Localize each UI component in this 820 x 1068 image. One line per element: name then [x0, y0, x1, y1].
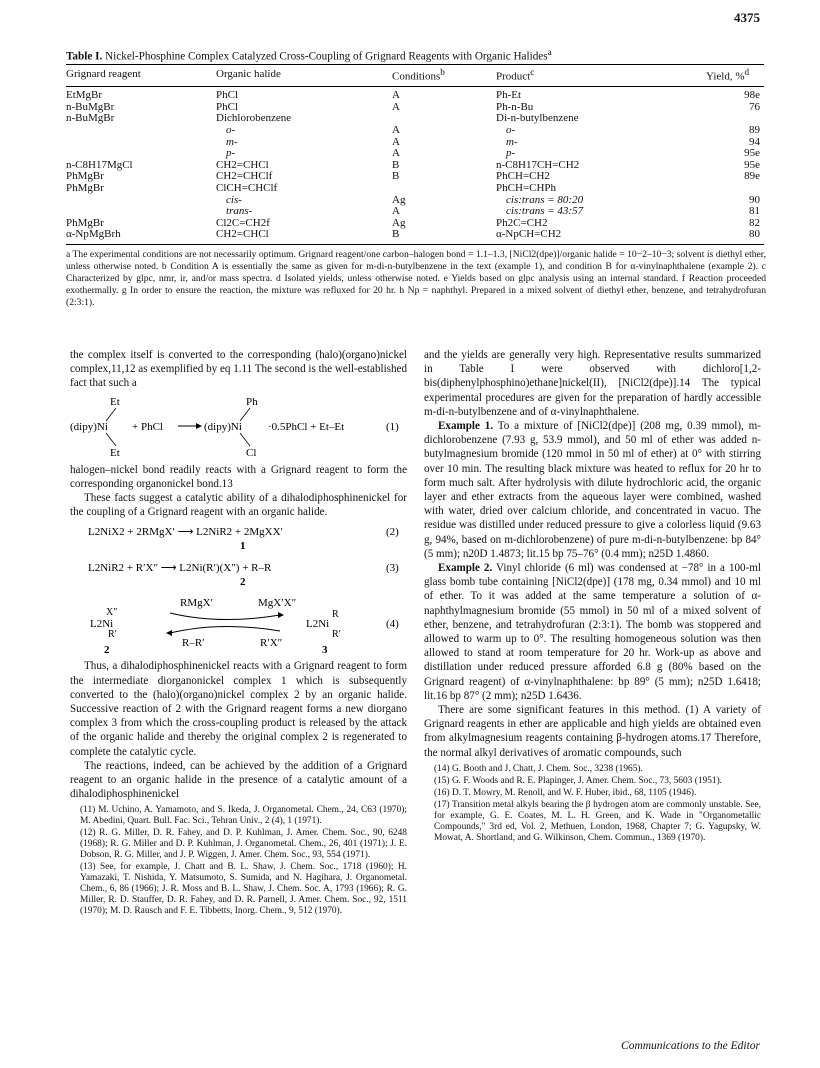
table-cell: PhCl [216, 100, 239, 113]
table-cell: n-C8H17MgCl [66, 158, 133, 171]
table-cell: trans- [226, 205, 253, 218]
table-row [66, 160, 764, 172]
paragraph: The reactions, indeed, can be achieved by the addition of a Grignard reagent to an organic halide in the presence of a catalytic amount of a dihalodiphosphinenickel [70, 759, 407, 801]
table-row [66, 218, 764, 230]
table-cell: PhCH=CH2 [496, 170, 550, 183]
table-cell: Ph-Et [496, 89, 522, 102]
table-header-row [66, 65, 764, 87]
table-cell [706, 183, 764, 195]
eq4-left-complex: L2Ni [90, 618, 114, 631]
eq3-text: L2NiR2 + R′X″ ⟶ L2Ni(R′)(X″) + R–R [88, 562, 272, 575]
table-caption [66, 48, 552, 63]
table-title-mark: a [547, 48, 552, 58]
table-cell: p- [506, 147, 516, 160]
table-row [66, 183, 764, 195]
eq1-right-complex: (dipy)Ni [204, 420, 242, 433]
table-cell [392, 113, 496, 125]
eq3-label: 2 [240, 576, 246, 589]
paragraph [424, 419, 761, 561]
table-cell: B [392, 158, 400, 171]
table-cell: Ag [392, 216, 406, 229]
table-cell: PhMgBr [66, 182, 104, 194]
table-header-cell: Grignard reagent [66, 65, 216, 87]
results-table [66, 64, 764, 245]
eq1-right-top: Ph [246, 395, 258, 408]
table-cell: Dichlorobenzene [216, 112, 292, 125]
reference: (15) G. F. Woods and R. E. Plapinger, J. Amer. Chem. Soc., 73, 5603 (1951). [434, 775, 723, 786]
table-cell: n-BuMgBr [66, 112, 115, 125]
table-cell: A [392, 100, 400, 113]
table-cell: m- [226, 135, 238, 148]
references-right [424, 764, 761, 844]
table-row [66, 171, 764, 183]
table-cell: 89e [744, 170, 760, 183]
eq1-plus: + PhCl [132, 420, 163, 433]
table-cell: ClCH=CHClf [216, 182, 278, 194]
equation-1 [70, 393, 407, 461]
table-cell: Cl2C=CH2f [216, 216, 270, 229]
table-header-cell: Organic halide [216, 65, 392, 87]
eq4-top-left: RMgX′ [180, 597, 213, 610]
equations-2-3 [70, 521, 407, 593]
eq4-right-complex: L2Ni [306, 618, 330, 631]
table-cell [66, 195, 216, 207]
table-cell: A [392, 147, 400, 160]
eq1-right-bottom: Cl [246, 446, 257, 459]
eq4-right-sub-bottom: R′ [332, 629, 341, 641]
equation-4-catalytic-cycle [70, 595, 407, 657]
table-cell: n-BuMgBr [66, 100, 115, 113]
eq4-left-sub-top: X″ [106, 607, 118, 619]
eq4-bottom-left: R–R′ [182, 637, 205, 650]
table-cell: n-C8H17CH=CH2 [496, 158, 580, 171]
table-cell: Ph-n-Bu [496, 100, 534, 113]
table-cell: Ph2C=CH2 [496, 216, 548, 229]
table-row [66, 125, 764, 137]
table-header-cell: Yield, %$^d$ [706, 65, 764, 87]
table-cell: α-NpCH=CH2 [496, 229, 706, 244]
table-cell: o- [506, 124, 516, 137]
table-cell: 89 [749, 124, 760, 137]
table-header-cell: Conditions$^b$ [392, 65, 496, 87]
paragraph: the complex itself is converted to the corresponding (halo)(organo)nickel complex,11,12 as exemplified by eq 1.11 The second is the well-established fact that such a [70, 349, 407, 390]
table-label: Table I. [66, 50, 103, 63]
eq4-label-right: 3 [322, 644, 328, 657]
page-footer: Communications to the Editor [621, 1040, 760, 1052]
table-cell: PhCl [216, 89, 239, 102]
table-cell: CH2=CHCl [216, 158, 269, 171]
paragraph [424, 561, 761, 703]
table-cell: 76 [749, 100, 760, 113]
table-cell: 90 [749, 193, 760, 206]
table-cell: α-NpMgBrh [66, 229, 216, 244]
table-cell: 95e [744, 147, 760, 160]
right-column [424, 348, 761, 845]
paragraph: halogen–nickel bond readily reacts with a Grignard reagent to form the corresponding organonickel bond.13 [70, 463, 407, 490]
table-cell: 81 [749, 205, 760, 218]
eq4-number: (4) [386, 618, 399, 631]
table-cell: PhMgBr [66, 216, 104, 229]
table-row [66, 113, 764, 125]
table-row [66, 87, 764, 102]
eq4-right-sub-top: R [332, 609, 339, 621]
reference: (14) G. Booth and J. Chatt, J. Chem. Soc., 3238 (1965). [434, 763, 643, 774]
paragraph: and the yields are generally very high. Representative results summarized in Table I were observed with dichloro[1,2-bis(diphenylphosphino)ethane]nickel(II), [NiCl2(dpe)].14 The typical experimental procedures are given for the preparation of hardly accessible m-di-n-butylbenzene and of α-vinylnaphthalene. [424, 349, 761, 418]
table-cell: EtMgBr [66, 89, 103, 102]
eq2-text: L2NiX2 + 2RMgX′ ⟶ L2NiR2 + 2MgXX′ [88, 526, 283, 539]
example-1-title: Example 1. [438, 420, 494, 433]
eq4-bottom-right: R′X″ [260, 637, 283, 650]
table-cell: 94 [749, 135, 760, 148]
table-cell: A [392, 205, 400, 218]
eq3-number: (3) [386, 562, 399, 575]
table-cell: 80 [706, 229, 764, 244]
reference: (13) See, for example, J. Chatt and B. L. Shaw, J. Chem. Soc., 1718 (1960); H. Yamazaki, T. Nishida, Y. Matsumoto, S. Sumida, and N. Hagihara, J. Organometal. Chem., 6, 86 (1966); J. R. Moss and B. L. Shaw, J. Chem. Soc. A, 1793 (1966); R. G. Miller, R. D. Stauffer, D. R. Fahey, and D. R. Parnell, J. Amer. Chem. Soc., 92, 1511 (1970); M. D. Rausch and F. E. Tibbetts, Inorg. Chem., 9, 512 (1970). [80, 862, 407, 917]
table-title: Nickel-Phosphine Complex Catalyzed Cross-Coupling of Grignard Reagents with Organic Halides [105, 50, 548, 63]
eq4-label-left: 2 [104, 644, 110, 657]
table-cell: 95e [744, 158, 760, 171]
eq1-number: (1) [386, 420, 399, 433]
table-cell: m- [506, 135, 518, 148]
table-cell: cis:trans = 43:57 [506, 205, 584, 218]
left-column [70, 348, 407, 918]
example-2-text: Vinyl chloride (6 ml) was condensed at −78° in a 100-ml glass bomb tube containing [NiCl2(dpe)] (178 mg, 0.34 mmol) and 10 ml of ether. To it was added at the same temperature a solution of α-naphthylmagnesium bromide (55 mmol) in 50 ml of a mixed solvent of ether, benzene, and tetrahydrofuran (2:3:1). The bomb was stoppered and allowed to warm up to 0°. The resulting homogeneous solution was then allowed to stand at room temperature for 20 hr. Work-up as above and distillation under reduced pressure afforded 6.8 g (80% based on the Grignard reagent) of α-vinylnaphthalene: bp 89° (5 mm); n25D 1.6418; lit.16 bp 87° (2 mm); n25D 1.6436. [424, 562, 761, 702]
table-cell [66, 137, 216, 149]
table-cell [392, 183, 496, 195]
eq1-left-complex: (dipy)Ni [70, 420, 108, 433]
eq1-left-bottom: Et [110, 446, 120, 459]
table-cell: A [392, 124, 400, 137]
table-cell: 82 [749, 216, 760, 229]
table-row [66, 148, 764, 160]
table-row [66, 195, 764, 207]
table-row [66, 229, 764, 244]
table-cell [66, 125, 216, 137]
table-cell: 98e [744, 89, 760, 102]
table-row [66, 137, 764, 149]
table-cell: cis:trans = 80:20 [506, 193, 584, 206]
table-cell: B [392, 170, 400, 183]
paragraph: These facts suggest a catalytic ability of a dihalodiphosphinenickel for the coupling of a Grignard reagent with an organic halide. [70, 492, 407, 519]
table-cell: A [392, 89, 400, 102]
eq1-tail: ·0.5PhCl + Et–Et [268, 420, 345, 433]
eq4-left-sub-bottom: R′ [108, 629, 117, 641]
example-2-title: Example 2. [438, 562, 493, 575]
table-cell: Di-n-butylbenzene [496, 112, 579, 125]
table-cell: B [392, 229, 496, 244]
paragraph: There are some significant features in this method. (1) A variety of Grignard reagents in ether are applicable and high yields are obtained even from alkylmagnesium reagents containing β-hydrogen atoms.17 Therefore, the normal alkyl derivatives of aromatic compounds, such [424, 704, 761, 759]
eq2-number: (2) [386, 526, 399, 539]
table-cell: CH2=CHCl [216, 229, 392, 244]
paragraph: Thus, a dihalodiphosphinenickel reacts with a Grignard reagent to form the intermediate diorganonickel complex 1 which is subsequently converted to the (halo)(organo)nickel complex 2 by an organic halide. Successive reaction of 2 with the Grignard reagent forms a new diorgano complex 3 from which the cross-coupling product is released by the attack of the organic halide and thereby the original complex 2 is regenerated to complete the catalytic cycle. [70, 660, 407, 758]
eq1-left-top: Et [110, 395, 120, 408]
table-header-cell: Product$^c$ [496, 65, 706, 87]
eq2-label: 1 [240, 540, 246, 553]
table-row [66, 206, 764, 218]
example-1-text: To a mixture of [NiCl2(dpe)] (208 mg, 0.39 mmol), m-dichlorobenzene (7.93 g, 53.9 mmol), and 50 ml of ether was added n-butylmagnesium bromide (120 mmol in 50 ml of ether) at 0° with stirring over 10 min. The resulting black mixture was heated to reflux for 20 hr to form much salt. After hydrolysis with dilute hydrochloric acid, the organic layer and ether extracts from the aqueous layer were combined, washed with water, dried over calcium chloride, and concentrated in vacuo. The residue was distilled under reduced pressure to give a colorless liquid (9.63 g, 94%, based on m-dichlorobenzene) of pure m-di-n-butylbenzene: bp 84° (5 mm); n20D 1.4873; lit.15 bp 75–76° (0.4 mm); n25D 1.4860. [424, 420, 761, 560]
table-row [66, 102, 764, 114]
references-left [70, 805, 407, 917]
table-cell: A [392, 135, 400, 148]
reference: (11) M. Uchino, A. Yamamoto, and S. Ikeda, J. Organometal. Chem., 24, C63 (1970); M. Abedini, Quart. Bull. Fac. Sci., Tehran Univ., 2 (4), 1 (1971). [80, 805, 407, 827]
reference: (12) R. G. Miller, D. R. Fahey, and D. P. Kuhlman, J. Amer. Chem. Soc., 90, 6248 (1968); R. G. Miller and D. P. Kuhlman, J. Organometal. Chem., 26, 401 (1971); J. E. Dobson, R. G. Miller, and J. P. Wiggen, J. Amer. Chem. Soc., 93, 554 (1971). [80, 828, 407, 861]
eq4-top-right: MgX′X″ [258, 597, 297, 610]
page-number: 4375 [734, 10, 760, 25]
table-footnotes: a The experimental conditions are not necessarily optimum. Grignard reagent/one carbon–halogen bond = 1.1–1.3, [NiCl2(dpe)]/organic halide = 10−2–10−3; solvent is diethyl ether, unless otherwise noted. b Condition A is essentially the same as given for m-di-n-butylbenzene in the text (example 1), and condition B for α-vinylnaphthalene (example 2). c Characterized by glpc, nmr, ir, and/or mass spectra. d Isolated yields, unless otherwise noted. e Yields based on glpc analysis using an internal standard. f Reaction proceeded exothermally. g In order to ensure the reaction, the mixture was refluxed for 20 hr. h Np = naphthyl. Prepared in a mixed solvent of diethyl ether, benzene, and tetrahydrofuran (2:3:1). [66, 249, 766, 309]
table-cell: CH2=CHClf [216, 170, 273, 183]
table-cell: Ag [392, 193, 406, 206]
reference: (16) D. T. Mowry, M. Renoll, and W. F. Huber, ibid., 68, 1105 (1946). [434, 787, 697, 798]
table-cell: PhMgBr [66, 170, 104, 183]
table-cell: cis- [226, 193, 242, 206]
table-cell: p- [226, 147, 236, 160]
reference: (17) Transition metal alkyls bearing the β hydrogen atom are commonly unstable. See, for example, G. E. Coates, M. L. H. Green, and K. Wade in "Organometallic Compounds," 3rd ed, Vol. 2, Methuen, London, 1968, Chapter 7; G. Yagupsky, W. Mowat, A. Shortland, and G. Wilkinson, Chem. Commun., 1369 (1970). [434, 799, 761, 843]
table-cell: PhCH=CHPh [496, 182, 557, 194]
table-cell: o- [226, 124, 236, 137]
